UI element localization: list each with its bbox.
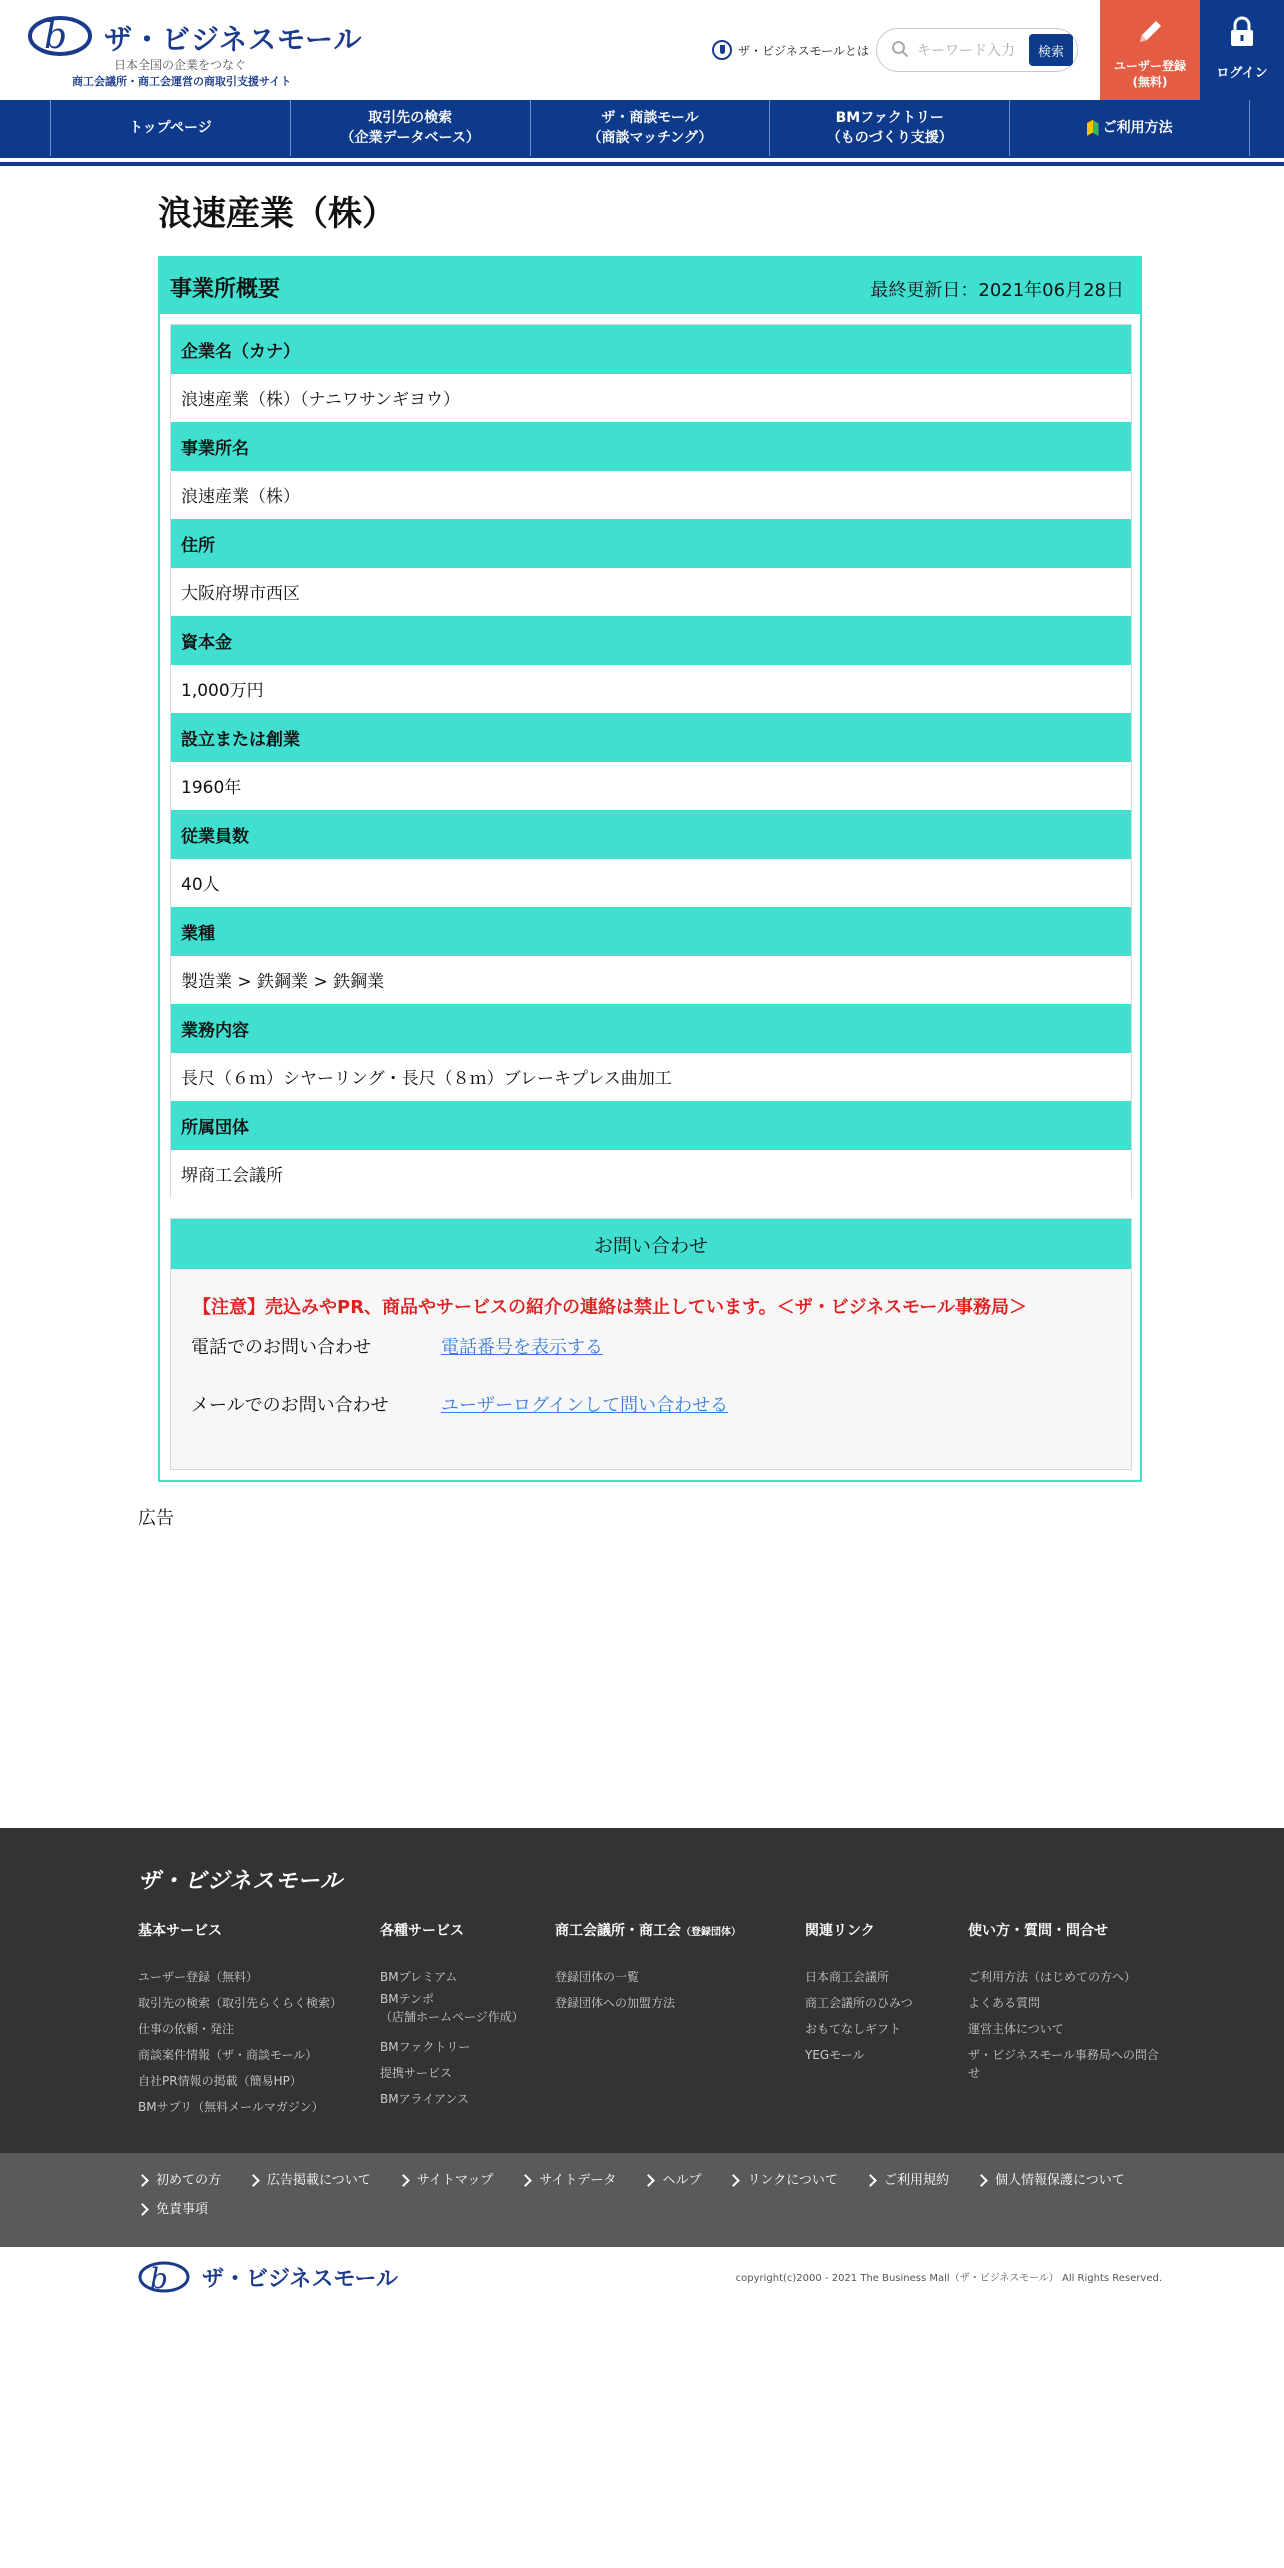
- footer-link[interactable]: ザ・ビジネスモール事務局への問合 せ: [968, 2048, 1159, 2080]
- field-value: 浪速産業（株）: [171, 471, 1131, 520]
- svg-text:b: b: [44, 16, 68, 57]
- tagline-secondary: 商工会議所・商工会運営の商取引支援サイト: [72, 75, 292, 88]
- contact-section: [170, 1218, 1132, 1470]
- footer-column-related: [805, 1920, 913, 2068]
- field-label: 資本金: [171, 616, 1131, 665]
- footer-link[interactable]: 日本商工会議所: [805, 1970, 890, 1984]
- footer-link[interactable]: 取引先の検索（取引先らくらく検索）: [138, 1996, 343, 2010]
- field-value: 長尺（６ｍ）シヤーリング・長尺（８ｍ）ブレーキプレス曲加工: [171, 1053, 1131, 1102]
- footer-link[interactable]: 商工会議所のひみつ: [805, 1996, 913, 2010]
- panel-header: [160, 258, 1140, 314]
- search-box: [876, 28, 1078, 72]
- footer-link[interactable]: おもてなしギフト: [805, 2022, 902, 2036]
- footer-link[interactable]: BMプレミアム: [380, 1970, 458, 1984]
- nav-company-search[interactable]: [291, 100, 531, 156]
- bottom-logo-text: ザ・ビジネスモール: [202, 2266, 399, 2292]
- field-label: 従業員数: [171, 810, 1131, 859]
- field-value: 堺商工会議所: [171, 1150, 1131, 1199]
- office-overview-panel: [158, 256, 1142, 1482]
- login-to-inquire-link[interactable]: ユーザーログインして問い合わせる: [441, 1395, 729, 1416]
- footer-link[interactable]: BMファクトリー: [380, 2040, 471, 2054]
- nav-top-page-label: トップページ: [129, 120, 212, 136]
- phone-contact-label: 電話でのお問い合わせ: [191, 1337, 371, 1358]
- footer-column-basic: [138, 1920, 342, 2120]
- search-icon: [891, 40, 909, 58]
- ad-label: 広告: [138, 1508, 174, 1529]
- site-footer: [0, 1828, 1284, 2153]
- footer-column-heading: 使い方・質問・問合せ: [968, 1923, 1108, 1939]
- field-label: 所属団体: [171, 1101, 1131, 1150]
- user-register-label: ユーザー登録 (無料): [1113, 59, 1186, 89]
- footer-link[interactable]: よくある質問: [968, 1996, 1041, 2010]
- sub-link[interactable]: サイトマップ: [399, 2171, 494, 2200]
- login-button[interactable]: [1200, 0, 1284, 100]
- company-title: 浪速産業（株）: [158, 194, 396, 234]
- sub-link[interactable]: 個人情報保護について: [977, 2171, 1125, 2200]
- footer-column-heading-small: （登録団体）: [681, 1927, 741, 1938]
- search-input[interactable]: [915, 37, 1019, 65]
- user-register-button[interactable]: [1100, 0, 1200, 100]
- footer-link[interactable]: 登録団体の一覧: [555, 1970, 640, 1984]
- sub-link[interactable]: サイトデータ: [521, 2171, 616, 2200]
- footer-link[interactable]: 提携サービス: [380, 2066, 453, 2080]
- field-label: 住所: [171, 519, 1131, 568]
- sub-link[interactable]: 免責事項: [138, 2200, 208, 2229]
- brand-name: ザ・ビジネスモール: [104, 23, 363, 56]
- beginner-mark-icon: [1087, 120, 1099, 136]
- footer-logo[interactable]: ザ・ビジネスモール: [138, 1869, 344, 1894]
- footer-link[interactable]: 運営主体について: [968, 2022, 1064, 2036]
- contact-heading: お問い合わせ: [171, 1219, 1131, 1269]
- nav-bm-factory[interactable]: [770, 100, 1010, 156]
- field-value: 製造業 > 鉄鋼業 > 鉄鋼業: [171, 956, 1131, 1005]
- footer-column-heading: [555, 1920, 741, 1940]
- footer-link[interactable]: 自社PR情報の掲載（簡易HP）: [138, 2074, 302, 2088]
- field-value: 大阪府堺市西区: [171, 568, 1131, 617]
- search-button[interactable]: 検索: [1029, 34, 1073, 66]
- site-header: [0, 0, 1284, 100]
- nav-top-page[interactable]: [50, 100, 291, 156]
- business-mall-logo-icon: [28, 12, 98, 60]
- login-label: ログイン: [1216, 66, 1268, 81]
- footer-link[interactable]: 仕事の依頼・発注: [138, 2022, 235, 2036]
- sub-link[interactable]: リンクについて: [729, 2171, 837, 2200]
- about-link-label: ザ・ビジネスモールとは: [738, 43, 869, 58]
- footer-column-help: [968, 1920, 1159, 2090]
- footer-column-chambers: [555, 1920, 741, 2016]
- svg-text:b: b: [150, 2262, 168, 2295]
- footer-column-heading-text: 商工会議所・商工会: [555, 1923, 681, 1939]
- company-info-table: [170, 324, 1132, 1198]
- footer-link[interactable]: BMサプリ（無料メールマガジン）: [138, 2100, 324, 2114]
- field-value: 浪速産業（株）（ナニワサンギヨウ）: [171, 374, 1131, 423]
- footer-column-services: [380, 1920, 524, 2112]
- shield-icon: [712, 40, 732, 60]
- sub-link[interactable]: 広告掲載について: [249, 2171, 371, 2200]
- footer-link[interactable]: 登録団体への加盟方法: [555, 1996, 676, 2010]
- nav-bm-factory-label: BMファクトリー （ものづくり支援）: [826, 110, 953, 146]
- copyright: copyright(c)2000 - 2021 The Business Mall（ザ・ビジネスモール） All Rights Reserved.: [735, 2273, 1162, 2284]
- field-label: 業種: [171, 907, 1131, 956]
- nav-how-to-use[interactable]: [1010, 100, 1250, 156]
- business-mall-logo-icon: [138, 2258, 192, 2296]
- field-value: 1960年: [171, 762, 1131, 811]
- about-link[interactable]: [712, 38, 869, 62]
- global-nav: [0, 100, 1284, 162]
- panel-title: 事業所概要: [170, 277, 281, 302]
- field-label: 設立または創業: [171, 713, 1131, 762]
- sub-link[interactable]: ヘルプ: [644, 2171, 701, 2200]
- sub-link[interactable]: 初めての方: [138, 2171, 221, 2200]
- field-label: 事業所名: [171, 422, 1131, 471]
- nav-how-to-use-label: ご利用方法: [1102, 120, 1173, 136]
- footer-link[interactable]: BMアライアンス: [380, 2092, 470, 2106]
- field-value: 1,000万円: [171, 665, 1131, 714]
- bottom-logo[interactable]: [138, 2257, 398, 2297]
- footer-link[interactable]: 商談案件情報（ザ・商談モール）: [138, 2048, 318, 2062]
- footer-link[interactable]: YEGモール: [805, 2048, 865, 2062]
- footer-link[interactable]: ユーザー登録（無料）: [138, 1970, 259, 1984]
- footer-column-heading: 関連リンク: [805, 1923, 875, 1939]
- field-value: 40人: [171, 859, 1131, 908]
- mail-contact-label: メールでのお問い合わせ: [191, 1395, 389, 1416]
- show-phone-link[interactable]: 電話番号を表示する: [441, 1337, 603, 1358]
- field-label: 企業名（カナ）: [171, 325, 1131, 374]
- pencil-icon: [1134, 16, 1166, 48]
- site-logo[interactable]: [28, 12, 363, 92]
- nav-company-search-label: 取引先の検索 （企業データベース）: [340, 110, 480, 146]
- footer-sub-links: [0, 2153, 1284, 2247]
- footer-column-heading: 基本サービス: [138, 1923, 222, 1939]
- footer-link[interactable]: ご利用方法（はじめての方へ）: [968, 1970, 1137, 1984]
- last-updated: 最終更新日：2021年06月28日: [870, 280, 1124, 301]
- contact-warning: 【注意】売込みやPR、商品やサービスの紹介の連絡は禁止しています。＜ザ・ビジネスモール事務局＞: [193, 1297, 1027, 1318]
- nav-business-matching-label: ザ・商談モール （商談マッチング）: [587, 110, 713, 146]
- lock-icon: [1229, 16, 1255, 48]
- field-label: 業務内容: [171, 1004, 1131, 1053]
- tagline-primary: 日本全国の企業をつなぐ: [114, 58, 247, 72]
- nav-business-matching[interactable]: [531, 100, 771, 156]
- footer-column-heading: 各種サービス: [380, 1923, 464, 1939]
- sub-link[interactable]: ご利用規約: [866, 2171, 949, 2200]
- footer-bottom: [0, 2247, 1284, 2327]
- footer-link[interactable]: BMテンポ （店舗ホームページ作成）: [380, 1992, 524, 2024]
